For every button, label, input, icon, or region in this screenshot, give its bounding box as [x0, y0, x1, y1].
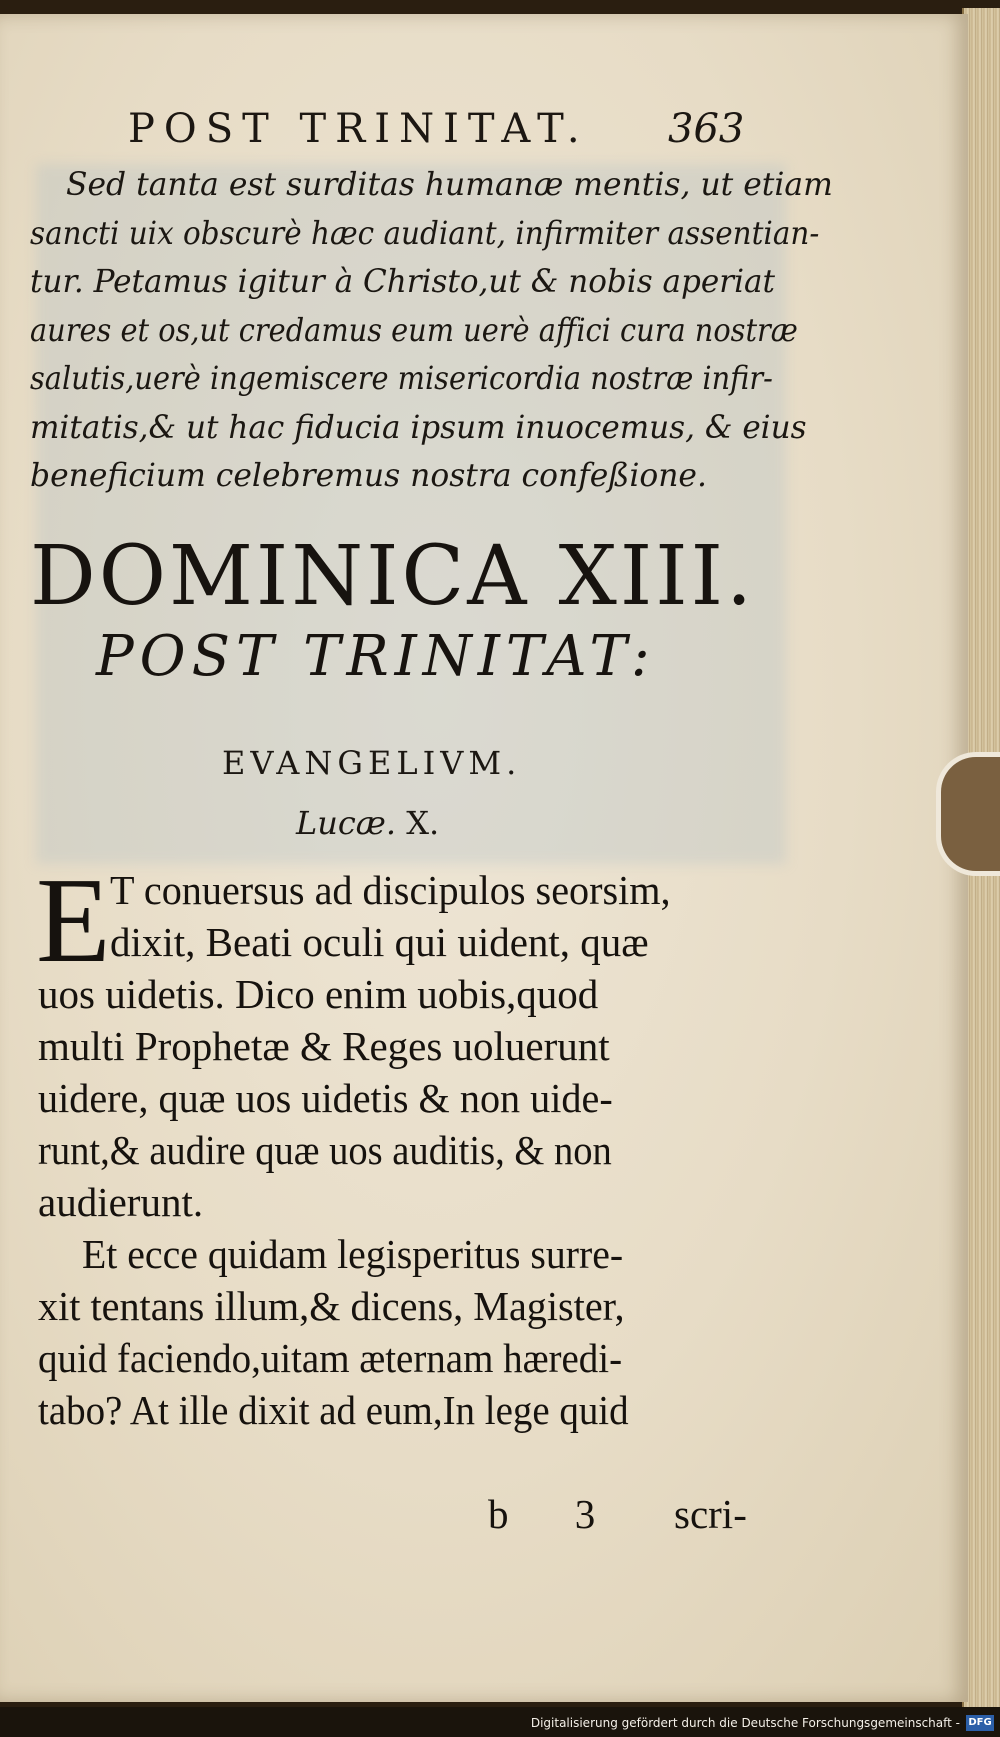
italic-line-7: beneficium celebremus nostra confeßione.: [30, 456, 707, 494]
gospel-line-10: quid faciendo,uitam æternam hæredi-: [38, 1335, 623, 1381]
italic-line-6: mitatis,& ut hac fiducia ipsum inuocemus, & eius: [30, 407, 807, 446]
text-line: [38, 1124, 758, 1176]
text-line: [38, 1332, 758, 1384]
text-line: [38, 916, 758, 968]
gospel-reference: [296, 804, 439, 842]
gospel-heading: EVANGELIVM.: [222, 744, 522, 782]
text-line: [38, 1384, 758, 1436]
text-line: [38, 1228, 758, 1280]
gospel-line-11: tabo? At ille dixit ad eum,In lege quid: [38, 1387, 629, 1433]
book-page: [0, 14, 968, 1702]
text-line: [30, 451, 746, 500]
section-title: DOMINICA XIII.: [30, 529, 756, 624]
book-name: Lucæ.: [296, 804, 397, 842]
italic-paragraph: [30, 160, 833, 500]
gospel-text: [38, 864, 758, 1436]
italic-line-2: sancti uix obscurè hæc audiant, infirmiter assentian-: [30, 213, 820, 252]
gospel-line-8: Et ecce quidam legisperitus surre-: [82, 1231, 624, 1277]
text-line: [30, 354, 773, 403]
text-line: [38, 1280, 758, 1332]
drop-cap: E: [36, 853, 111, 988]
italic-line-5: salutis,uerè ingemiscere misericordia nostræ infir-: [30, 359, 773, 397]
credit-bar: [0, 1707, 1000, 1737]
gospel-line-5: uidere, quæ uos uidetis & non uide-: [38, 1075, 613, 1121]
text-line: [38, 1020, 758, 1072]
text-line: [30, 306, 798, 355]
text-line: [30, 403, 807, 452]
running-head: POST TRINITAT.: [128, 106, 589, 152]
gospel-line-7: audierunt.: [38, 1179, 204, 1225]
text-line: [30, 160, 833, 209]
text-line: [30, 257, 776, 306]
credit-text: Digitalisierung gefördert durch die Deutsche Forschungsgemeinschaft -: [530, 1716, 960, 1730]
gospel-line-1: T conuersus ad discipulos seorsim,: [110, 867, 671, 913]
text-line: [38, 1176, 758, 1228]
gospel-line-9: xit tentans illum,& dicens, Magister,: [38, 1283, 625, 1329]
italic-line-4: aures et os,ut credamus eum uerè affici cura nostræ: [30, 310, 798, 349]
italic-line-1: Sed tanta est surditas humanæ mentis, ut etiam: [66, 165, 833, 203]
section-subtitle: POST TRINITAT:: [96, 624, 656, 689]
chapter-number: X.: [406, 804, 440, 842]
catchword: scri-: [674, 1491, 747, 1537]
text-line: [30, 209, 820, 258]
text-line: [38, 864, 758, 916]
gospel-line-4: multi Prophetæ & Reges uoluerunt: [38, 1023, 610, 1069]
page-number: 363: [668, 106, 745, 152]
text-line: [38, 968, 758, 1020]
italic-line-3: tur. Petamus igitur à Christo,ut & nobis aperiat: [30, 262, 776, 300]
dfg-logo: DFG: [966, 1715, 994, 1731]
text-line: [38, 1072, 758, 1124]
gospel-line-6: runt,& audire quæ uos auditis, & non: [38, 1127, 612, 1173]
gospel-line-2: dixit, Beati oculi qui uident, quæ: [110, 919, 649, 965]
gospel-line-3: uos uidetis. Dico enim uobis,quod: [38, 971, 599, 1017]
signature-mark: b 3: [488, 1491, 624, 1537]
book-clasp: [936, 752, 1000, 876]
